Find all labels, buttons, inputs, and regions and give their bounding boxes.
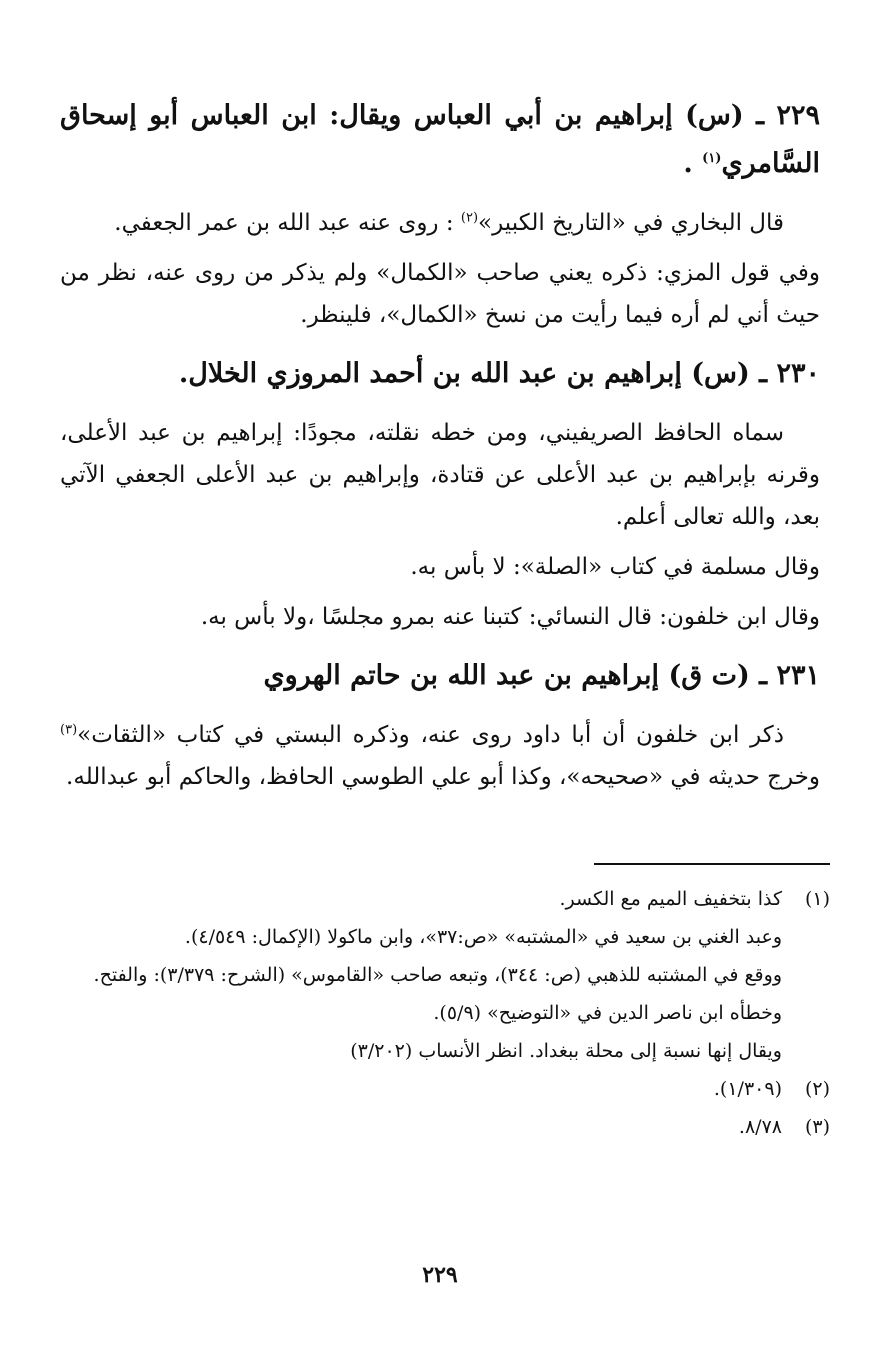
footnote-1-number: (١) [804, 888, 830, 910]
footnote-1-line-2: وعبد الغني بن سعيد في «المشتبه» «ص:٣٧»، وابن ماكولا (الإكمال: ٤/٥٤٩). [184, 926, 782, 948]
footnote-ref-1[interactable]: (١) [702, 151, 722, 166]
footnote-3 [60, 1108, 830, 1146]
footnote-1-line-3: ووقع في المشتبه للذهبي (ص: ٣٤٤)، وتبعه صاحب «القاموس» (الشرح: ٣/٣٧٩): والفتح. [93, 964, 782, 986]
entry-231-text-b: وخرج حديثه في «صحيحه»، وكذا أبو علي الطوسي الحافظ، والحاكم أبو عبدالله. [66, 764, 820, 790]
entry-231-text-a: ذكر ابن خلفون أن أبا داود روى عنه، وذكره البستي في كتاب «الثقات» [77, 722, 784, 748]
footnote-ref-3[interactable]: (٣) [60, 722, 78, 738]
footnote-1 [60, 880, 830, 918]
footnote-3-text: ٨/٧٨. [738, 1116, 782, 1138]
entry-230-paragraph-2: وقال مسلمة في كتاب «الصلة»: لا بأس به. [410, 554, 820, 580]
footnote-1-line-4: وخطأه ابن ناصر الدين في «التوضيح» (٥/٩). [433, 1002, 782, 1024]
footnote-1-line-1: كذا بتخفيف الميم مع الكسر. [559, 888, 782, 910]
entry-229-paragraph-2: وفي قول المزي: ذكره يعني صاحب «الكمال» ولم يذكر من روى عنه، نظر من حيث أني لم أره فيما رأيت من نسخ «الكمال»، فلينظر. [60, 260, 820, 328]
entry-229-text-a: قال البخاري في «التاريخ الكبير» [478, 210, 784, 236]
footnote-2 [60, 1070, 830, 1108]
main-text [60, 92, 820, 798]
entry-230-paragraph-1: سماه الحافظ الصريفيني، ومن خطه نقلته، مجودًا: إبراهيم بن عبد الأعلى، وقرنه بإبراهيم بن عبد الأعلى عن قتادة، وإبراهيم بن عبد الأعلى الجعفي الآتي بعد، والله تعالى أعلم. [60, 420, 820, 530]
entry-229-paragraph-1 [60, 202, 820, 244]
entry-231-paragraph-1 [60, 714, 820, 798]
footnote-2-text: (١/٣٠٩). [713, 1078, 782, 1100]
page-number: ٢٢٩ [422, 1262, 458, 1288]
entry-229-title-end: . [683, 148, 703, 179]
entry-231-heading: ٢٣١ ـ (ت ق) إبراهيم بن عبد الله بن حاتم الهروي [263, 660, 820, 691]
footnote-separator [594, 863, 830, 865]
footnotes-section [60, 880, 830, 1146]
entry-229-title: ٢٢٩ ـ (س) إبراهيم بن أبي العباس ويقال: ابن العباس أبو إسحاق السَّامري [60, 100, 820, 179]
entry-229-heading [60, 92, 820, 188]
entry-230-paragraph-3: وقال ابن خلفون: قال النسائي: كتبنا عنه بمرو مجلسًا ،ولا بأس به. [200, 604, 820, 630]
entry-230-heading: ٢٣٠ ـ (س) إبراهيم بن عبد الله بن أحمد المروزي الخلال. [178, 358, 820, 389]
footnote-3-number: (٣) [804, 1116, 830, 1138]
footnote-2-number: (٢) [804, 1078, 830, 1100]
entry-229-text-b: : روى عنه عبد الله بن عمر الجعفي. [114, 210, 461, 236]
footnote-ref-2[interactable]: (٢) [460, 210, 479, 226]
footnote-1-line-5: ويقال إنها نسبة إلى محلة ببغداد. انظر الأنساب (٣/٢٠٢) [350, 1040, 782, 1062]
